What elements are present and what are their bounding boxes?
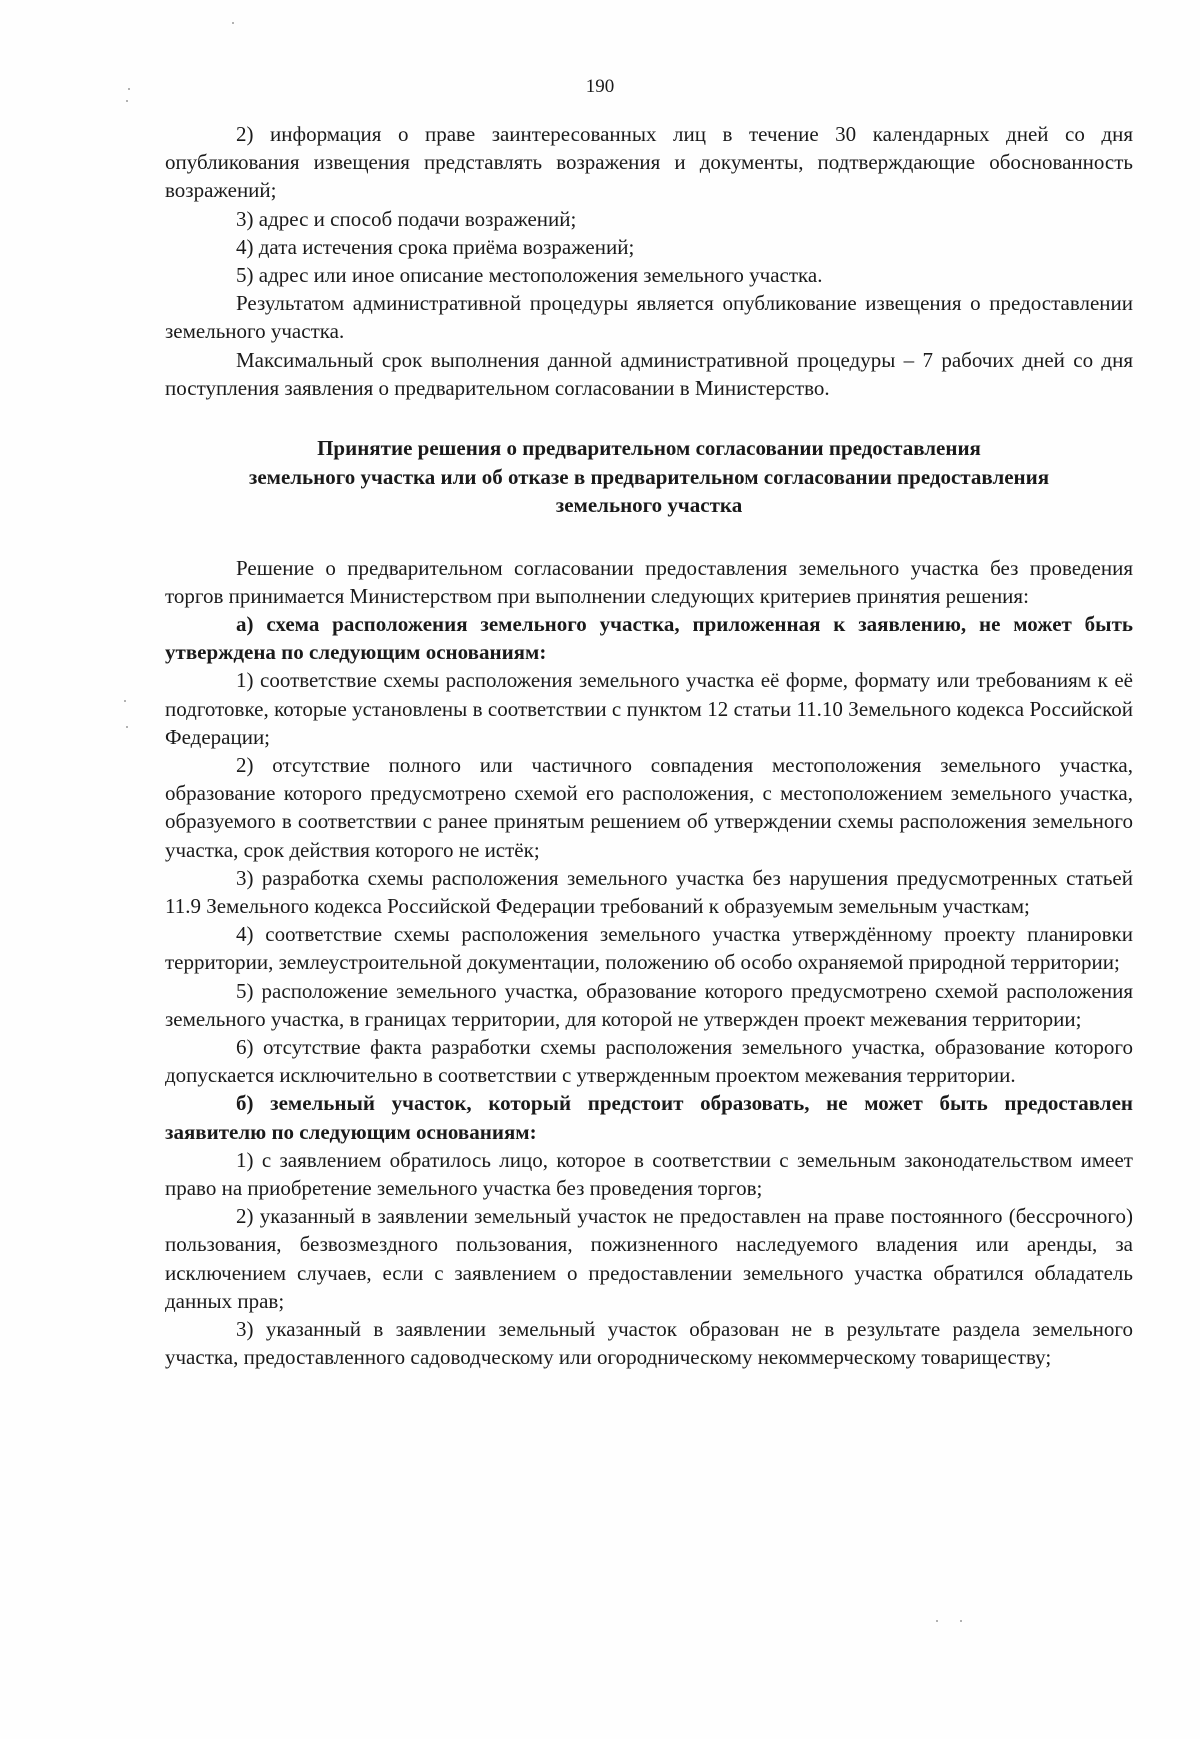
paragraph-criteria-b: б) земельный участок, который предстоит образовать, не может быть предоставлен заявителю по следующим основаниям: — [165, 1091, 1133, 1144]
scan-speck — [960, 1620, 962, 1622]
paragraph-a-1: 1) соответствие схемы расположения земельного участка её форме, формату или требованиям к её подготовке, которые установлены в соответствии с пунктом 12 статьи 11.10 Земельного кодекса Российской Федерации; — [165, 668, 1133, 749]
scan-speck — [232, 22, 234, 24]
paragraph-a-2: 2) отсутствие полного или частичного совпадения местоположения земельного участка, образование которого предусмотрено схемой его расположения, с местоположением земельного участка, образуемого в соответствии с ранее принятым решением об утверждении схемы расположения земельного участка, срок действия которого не истёк; — [165, 752, 1133, 862]
paragraph-item-2-info: 2) информация о праве заинтересованных лиц в течение 30 календарных дней со дня опубликования извещения представлять возражения и документы, подтверждающие обоснованность возражений; — [165, 122, 1133, 203]
paragraph-result: Результатом административной процедуры является опубликование извещения о предоставлении земельного участка. — [165, 291, 1133, 344]
paragraph-a-5: 5) расположение земельного участка, образование которого предусмотрено схемой расположения земельного участка, в границах территории, для которой не утвержден проект межевания территории; — [165, 978, 1133, 1031]
paragraph-b-1: 1) с заявлением обратилось лицо, которое в соответствии с земельным законодательством имеет право на приобретение земельного участка без проведения торгов; — [165, 1147, 1133, 1200]
scan-speck — [124, 700, 126, 702]
paragraph-criteria-a: а) схема расположения земельного участка, приложенная к заявлению, не может быть утверждена по следующим основаниям: — [165, 611, 1133, 665]
paragraph-b-2: 2) указанный в заявлении земельный участок не предоставлен на праве постоянного (бессрочного) пользования, безвозмездного пользования, пожизненного наследуемого владения или аренды, за исключением случаев, если с заявлением о предоставлении земельного участка обратился обладатель данных прав; — [165, 1204, 1133, 1313]
paragraph-item-4-date: 4) дата истечения срока приёма возражений; — [236, 234, 635, 259]
section-heading-line-1: Принятие решения о предварительном согласовании предоставления — [317, 436, 981, 461]
scan-speck — [126, 100, 128, 102]
paragraph-item-3-address: 3) адрес и способ подачи возражений; — [236, 206, 577, 231]
paragraph-item-5-location: 5) адрес или иное описание местоположения земельного участка. — [236, 263, 823, 288]
paragraph-b-3: 3) указанный в заявлении земельный участок образован не в результате раздела земельного участка, предоставленного садоводческому или огородническому некоммерческому товариществу; — [165, 1317, 1133, 1370]
section-heading-line-2: земельного участка или об отказе в предварительном согласовании предоставления — [248, 464, 1050, 489]
paragraph-a-4: 4) соответствие схемы расположения земельного участка утверждённому проекту планировки территории, землеустроительной документации, положению об особо охраняемой природной территории; — [165, 922, 1133, 975]
section-heading-line-3: земельного участка — [555, 493, 743, 518]
paragraph-a-3: 3) разработка схемы расположения земельного участка без нарушения предусмотренных статьей 11.9 Земельного кодекса Российской Федерации требований к образуемым земельным участкам; — [165, 865, 1133, 918]
section-heading — [165, 434, 1133, 520]
paragraph-max-term: Максимальный срок выполнения данной административной процедуры – 7 рабочих дней со дня поступления заявления о предварительном согласовании в Министерство. — [165, 347, 1133, 400]
document-body — [165, 120, 1133, 1371]
paragraph-a-6: 6) отсутствие факта разработки схемы расположения земельного участка, образование которого допускается исключительно в соответствии с утвержденным проектом межевания территории. — [165, 1034, 1133, 1088]
paragraph-decision-intro: Решение о предварительном согласовании предоставления земельного участка без проведения торгов принимается Министерством при выполнении следующих критериев принятия решения: — [165, 555, 1133, 608]
scan-speck — [936, 1620, 938, 1622]
page-number: 190 — [585, 76, 615, 97]
scan-speck — [126, 726, 128, 728]
